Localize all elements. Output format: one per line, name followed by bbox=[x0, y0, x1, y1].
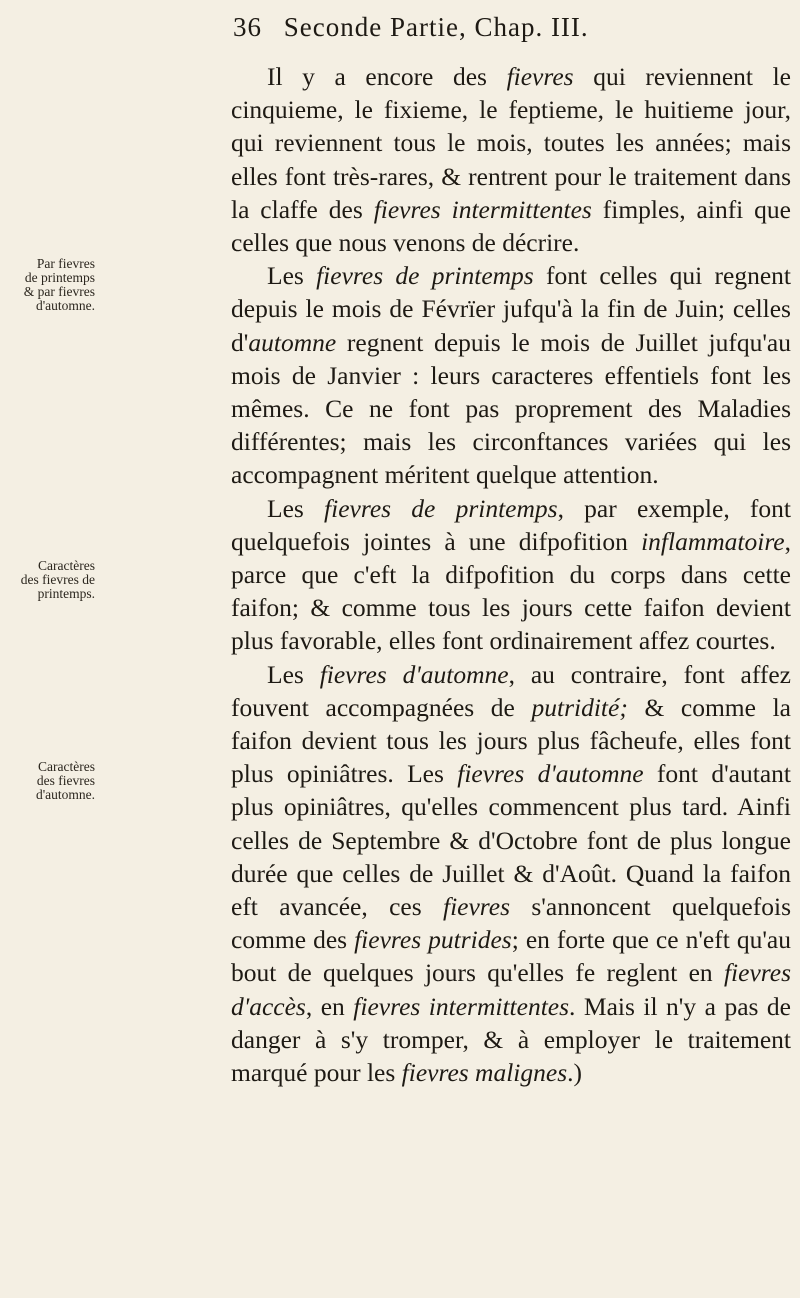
note-line: d'automne. bbox=[35, 298, 95, 313]
paragraph-3: Les fievres de printemps, par exemple, font quelquefois jointes à une difpofition inflammatoire, parce que c'eft la difpofition du corps dans cette faifon; & comme tous les jours cette faifon devient plus favorable, elles font ordinairement affez courtes. bbox=[231, 493, 791, 656]
margin-note-spring-characters bbox=[0, 559, 95, 601]
note-line: & par fievres bbox=[23, 284, 95, 299]
note-line: Par fievres bbox=[36, 256, 95, 271]
margin-note-autumn-characters bbox=[0, 760, 95, 802]
margin-note-fevers-spring-autumn bbox=[0, 257, 95, 313]
paragraph-4: Les fievres d'automne, au contraire, font affez fouvent accompagnées de putridité; & comme la faifon devient tous les jours plus fâcheufe, elles font plus opiniâtres. Les fievres d'automne font d'autant plus opiniâtres, qu'elles commencent plus tard. Ainfi celles de Septembre & d'Octobre font de plus longue durée que celles de Juillet & d'Août. Quand la faifon eft avancée, ces fievres s'annoncent quelquefois comme des fievres putrides; en forte que ce n'eft qu'au bout de quelques jours qu'elles fe reglent en fievres d'accès, en fievres intermittentes. Mais il n'y a pas de danger à s'y tromper, & à employer le traitement marqué pour les fievres malignes.) bbox=[231, 659, 791, 1088]
note-line: de printemps bbox=[24, 270, 95, 285]
page-number: 36 bbox=[233, 12, 262, 42]
body-text bbox=[231, 60, 791, 1089]
note-line: des fievres bbox=[36, 773, 95, 788]
note-line: Caractères bbox=[38, 759, 95, 774]
note-line: d'automne. bbox=[35, 787, 95, 802]
header-title: Seconde Partie, Chap. III. bbox=[283, 12, 589, 42]
note-line: printemps. bbox=[37, 586, 95, 601]
paragraph-1: Il y a encore des fievres qui reviennent le cinquieme, le fixieme, le feptieme, le huitieme jour, qui reviennent tous le mois, toutes les années; mais elles font très-rares, & rentrent pour le traitement dans la claffe des fievres intermittentes fimples, ainfi que celles que nous venons de décrire. bbox=[231, 62, 791, 258]
note-line: des fievres de bbox=[20, 572, 95, 587]
paragraph-2: Les fievres de printemps font celles qui regnent depuis le mois de Févrïer jufqu'à la fin de Juin; celles d'automne regnent depuis le mois de Juillet jufqu'au mois de Janvier : leurs caracteres effentiels font les mêmes. Ce ne font pas proprement des Maladies différentes; mais les circonftances variées qui les accompagnent méritent quelque attention. bbox=[231, 261, 791, 490]
note-line: Caractères bbox=[38, 558, 95, 573]
running-header bbox=[233, 12, 793, 43]
